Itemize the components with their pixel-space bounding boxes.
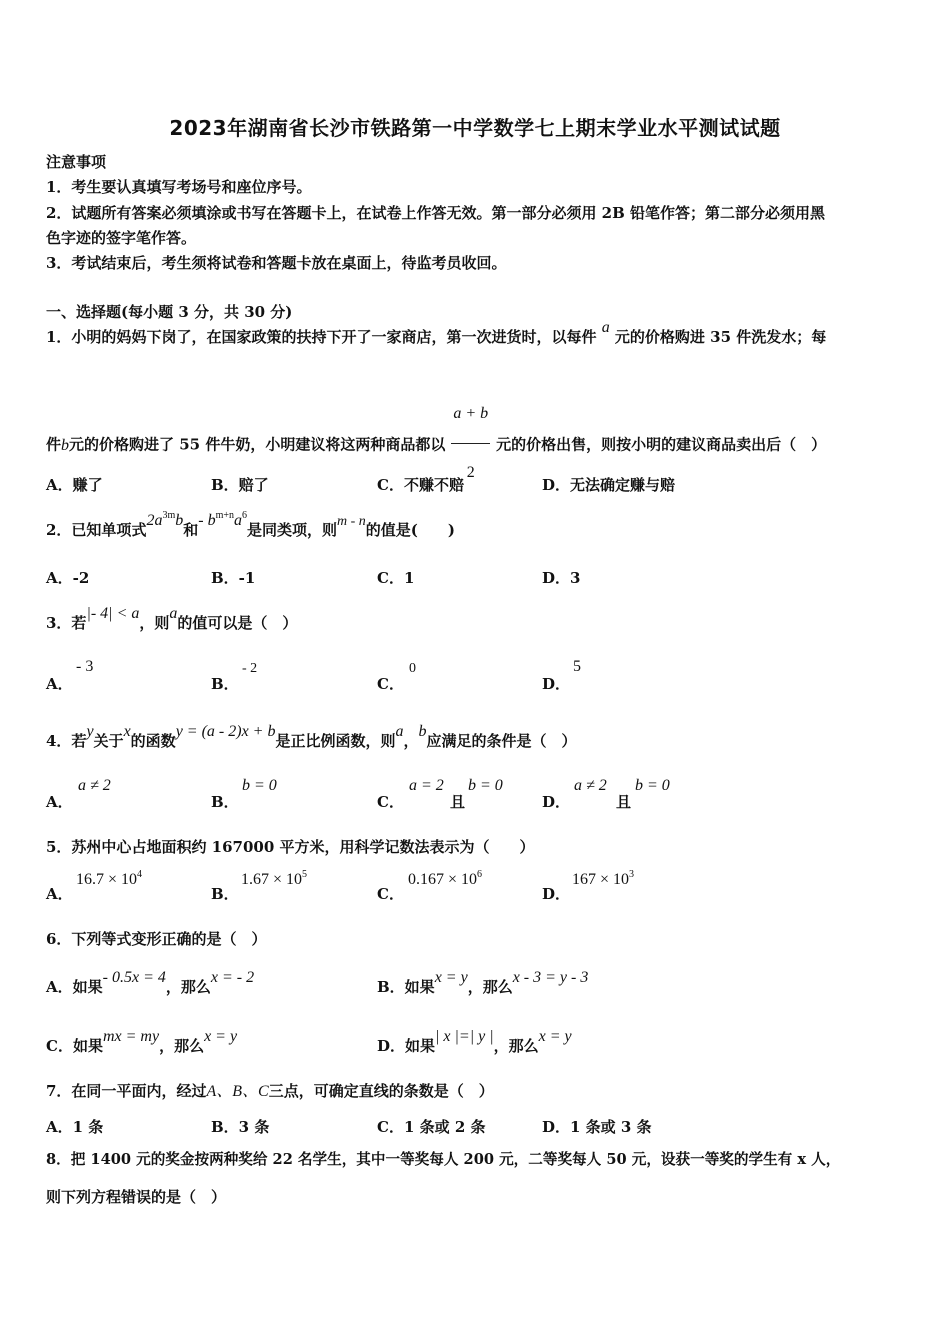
q5-a-exp: 4 [137, 869, 143, 880]
question-8-line-2: 则下列方程错误的是（ ） [46, 1188, 227, 1206]
q5-option-c: C． [377, 885, 404, 903]
q6-a-then: ，那么 [165, 978, 211, 996]
q4-option-c-value: a = 2 [409, 777, 444, 794]
q7-points: A、B、C [206, 1083, 269, 1100]
q2-m2-exp2: 6 [242, 510, 247, 521]
q5-d-mantissa: 167 × 10 [572, 871, 630, 888]
q6-c-then: ，那么 [159, 1037, 205, 1055]
q3-option-c-value: 0 [409, 661, 416, 676]
q5-c-exp: 6 [477, 869, 483, 880]
q5-option-a-value [76, 871, 142, 889]
q6-option-b [377, 969, 589, 997]
q4-var-x: x [123, 723, 131, 740]
q6-c-result: x = y [204, 1028, 238, 1045]
q1-option-c: C．不赚不赔 [377, 476, 464, 494]
q1-option-b: B．赔了 [211, 476, 269, 494]
q5-option-b-value [241, 871, 307, 889]
q4-option-a: A． [46, 793, 73, 811]
q2-monomial-2 [198, 512, 247, 529]
q3-text-1: 3．若 [46, 614, 87, 632]
notice-item-3: 3．考试结束后，考生须将试卷和答题卡放在桌面上，待监考员收回。 [46, 254, 507, 272]
q6-a-condition: - 0.5x = 4 [102, 969, 166, 986]
question-2 [46, 510, 455, 543]
q3-var: a [169, 605, 178, 622]
q4-text-5: 应满足的条件是（ ） [426, 732, 577, 750]
q2-text-3: 是同类项，则 [247, 521, 338, 539]
q6-option-d [377, 1028, 572, 1056]
q6-b-then: ，那么 [467, 978, 513, 996]
q4-option-d-tail: b = 0 [635, 777, 670, 794]
q7-text-2: 三点，可确定直线的条数是（ ） [268, 1082, 494, 1100]
q2-text-1: 2．已知单项式 [46, 521, 147, 539]
q1-option-d: D．无法确定赚与赔 [542, 476, 676, 494]
q4-option-a-value: a ≠ 2 [78, 777, 111, 794]
q6-b-condition: x = y [434, 969, 468, 986]
q7-text-1: 7．在同一平面内，经过 [46, 1082, 207, 1100]
q6-d-condition: | x |=| y | [435, 1028, 494, 1045]
q2-option-b: B．-1 [211, 569, 256, 587]
q7-option-a: A．1 条 [46, 1118, 104, 1136]
q5-option-c-value [408, 871, 482, 889]
q4-option-d-value: a ≠ 2 [574, 777, 607, 794]
q1-text-1: 1．小明的妈妈下岗了，在国家政策的扶持下开了一家商店，第一次进货时，以每件 [46, 328, 597, 346]
question-7 [46, 1081, 494, 1102]
q6-a-prefix: A．如果 [46, 978, 103, 996]
q6-b-result: x - 3 = y - 3 [512, 969, 589, 986]
q2-m2-base: - b [198, 512, 216, 529]
q2-m2-exp: m+n [215, 510, 234, 521]
q2-m2-tail: a [234, 512, 242, 529]
q4-text-1: 4．若 [46, 732, 87, 750]
q4-option-c-and: 且 [450, 793, 466, 811]
q6-b-prefix: B．如果 [377, 978, 435, 996]
q7-option-c: C．1 条或 2 条 [377, 1118, 486, 1136]
q5-option-d-value [572, 871, 634, 889]
q3-expr: |- 4| < a [86, 605, 140, 622]
q5-b-mantissa: 1.67 × 10 [241, 871, 303, 888]
q4-option-c: C． [377, 793, 404, 811]
notice-item-1: 1．考生要认真填写考场号和座位序号。 [46, 178, 312, 196]
q2-m1-base: 2a [146, 512, 163, 529]
q4-text-2: 关于 [93, 732, 124, 750]
q4-var-a: a [395, 723, 404, 740]
notice-item-2-cont: 色字迹的签字笔作答。 [46, 229, 197, 247]
q3-option-b-value: - 2 [242, 661, 258, 676]
q4-text-3: 的函数 [130, 732, 176, 750]
q4-option-b-value: b = 0 [242, 777, 277, 794]
page-title: 2023年湖南省长沙市铁路第一中学数学七上期末学业水平测试试题 [169, 116, 781, 140]
q2-m1-tail: b [175, 512, 184, 529]
q4-comma: ， [403, 732, 419, 750]
q4-option-d-and: 且 [616, 793, 632, 811]
q1-text-3: 件 [46, 435, 62, 454]
q5-option-d: D． [542, 885, 571, 903]
q6-option-a [46, 969, 255, 997]
q4-option-d: D． [542, 793, 571, 811]
q1-option-a: A．赚了 [46, 476, 103, 494]
q1-var-b: b [61, 436, 70, 454]
q7-option-d: D．1 条或 3 条 [542, 1118, 652, 1136]
q3-option-b: B． [211, 675, 239, 693]
q2-option-a: A．-2 [46, 569, 90, 587]
q1-fraction-numerator: a + b [451, 388, 490, 444]
q3-text-2: ，则 [139, 614, 170, 632]
q5-option-a: A． [46, 885, 73, 903]
question-5: 5．苏州中心占地面积约 167000 平方米，用科学记数法表示为（ ） [46, 838, 535, 856]
q2-text-4: 的值是( ) [365, 521, 455, 539]
q3-option-d-value: 5 [573, 658, 581, 675]
q6-c-prefix: C．如果 [46, 1037, 103, 1055]
question-3 [46, 605, 298, 634]
notice-item-2: 2．试题所有答案必须填涂或书写在答题卡上，在试卷上作答无效。第一部分必须用 2B 铅笔作答；第二部分必须用黑 [46, 204, 826, 222]
q4-text-4: 是正比例函数，则 [275, 732, 396, 750]
q1-text-4: 元的价格购进了 55 件牛奶，小明建议将这两种商品都以 [69, 435, 446, 454]
q2-m1-exp: 3m [162, 510, 176, 521]
q4-option-b: B． [211, 793, 239, 811]
q3-option-a: A． [46, 675, 73, 693]
question-1-line-1 [46, 319, 827, 348]
q3-text-3: 的值可以是（ ） [177, 614, 298, 632]
q6-d-then: ，那么 [493, 1037, 539, 1055]
q4-function: y = (a - 2)x + b [175, 723, 276, 740]
q5-c-mantissa: 0.167 × 10 [408, 871, 478, 888]
q1-var-a: a [601, 319, 610, 336]
q5-d-exp: 3 [629, 869, 635, 880]
q2-monomial-1 [146, 512, 183, 529]
q3-option-d: D． [542, 675, 571, 693]
q4-var-b: b [418, 723, 427, 740]
q4-option-c-tail: b = 0 [468, 777, 503, 794]
q4-var-y: y [86, 723, 94, 740]
q1-text-5: 元的价格出售，则按小明的建议商品卖出后（ ） [496, 435, 827, 454]
q7-option-b: B．3 条 [211, 1118, 270, 1136]
q5-a-mantissa: 16.7 × 10 [76, 871, 138, 888]
q6-d-result: x = y [538, 1028, 572, 1045]
q6-d-prefix: D．如果 [377, 1037, 436, 1055]
q6-option-c [46, 1028, 238, 1056]
q5-b-exp: 5 [302, 869, 308, 880]
section-heading: 一、选择题(每小题 3 分，共 30 分) [46, 303, 293, 321]
question-6: 6．下列等式变形正确的是（ ） [46, 930, 267, 948]
notice-heading: 注意事项 [46, 153, 107, 171]
q6-a-result: x = - 2 [210, 969, 255, 986]
q3-option-a-value: - 3 [76, 658, 94, 675]
q5-option-b: B． [211, 885, 239, 903]
q6-c-condition: mx = my [102, 1028, 160, 1045]
q2-expr: m - n [337, 514, 366, 529]
question-4 [46, 723, 577, 752]
q1-text-2: 元的价格购进 35 件洗发水；每 [614, 328, 827, 346]
q2-text-2: 和 [183, 521, 199, 539]
question-8-line-1: 8．把 1400 元的奖金按两种奖给 22 名学生，其中一等奖每人 200 元，二等奖每人 50 元，设获一等奖的学生有 x 人， [46, 1151, 841, 1168]
q1-fraction-denominator: 2 [466, 464, 475, 481]
q2-option-d: D．3 [542, 569, 581, 587]
q2-option-c: C．1 [377, 569, 415, 587]
q3-option-c: C． [377, 675, 404, 693]
